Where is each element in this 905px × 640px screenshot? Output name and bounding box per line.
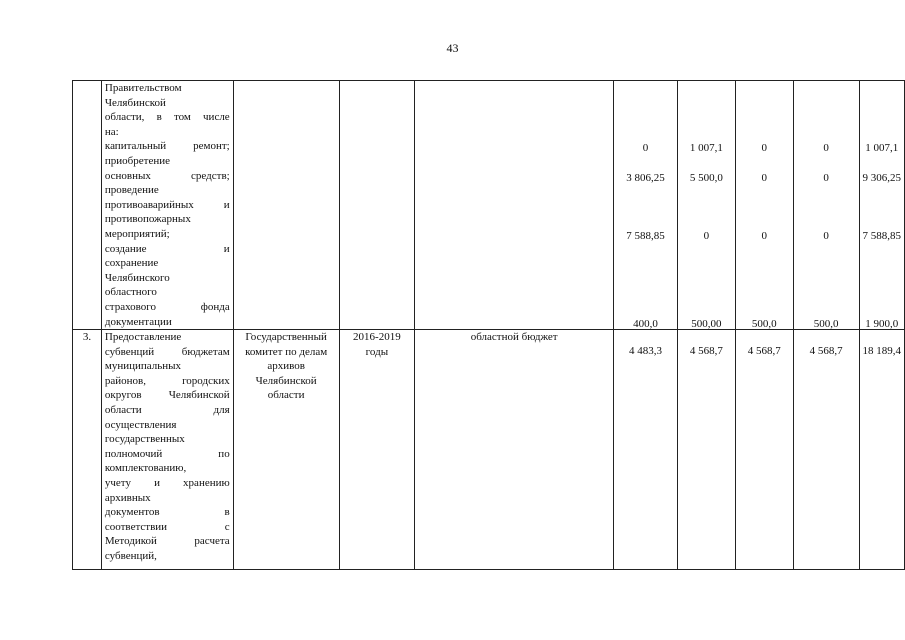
description-line: соответствии с — [104, 520, 230, 533]
description-line: субвенций бюджетам — [104, 345, 230, 358]
description-line: областного — [104, 286, 157, 299]
value-fixed-assets-2017: 5 500,0 — [689, 172, 723, 184]
description-line: архивных — [104, 491, 151, 504]
description-line: противоаварийных и — [104, 198, 230, 211]
description-line: капитальный ремонт; — [104, 140, 230, 153]
value-emergency-2018: 0 — [761, 230, 767, 242]
value-fixed-assets-2016: 3 806,25 — [626, 172, 665, 184]
executor-cell — [233, 81, 339, 330]
value-insurance-fund-2019: 500,0 — [813, 318, 839, 330]
description-line: комплектованию, — [104, 462, 187, 475]
row-number-cell — [73, 81, 102, 330]
value-2017-cell — [677, 81, 735, 330]
page-number: 43 — [446, 41, 459, 55]
description-line: осуществления — [104, 418, 177, 431]
description-line: полномочий по — [104, 447, 230, 460]
description-line: сохранение — [104, 257, 159, 270]
description-cell — [101, 330, 233, 570]
description-line: области, в том числе — [104, 111, 230, 124]
description-line: приобретение — [104, 154, 170, 167]
description-line: Методикой расчета — [104, 535, 230, 548]
table-row-continuation — [73, 81, 905, 330]
value-2017-cell: 4 568,7 — [677, 330, 735, 570]
description-line: учету и хранению — [104, 477, 230, 490]
row-number-cell: 3. — [73, 330, 102, 570]
value-insurance-fund-2016: 400,0 — [633, 318, 658, 330]
description-line: документации — [104, 315, 172, 328]
description-cell — [101, 81, 233, 330]
value-fixed-assets-2019: 0 — [823, 172, 829, 184]
value-emergency-total: 7 588,85 — [862, 230, 901, 242]
description-line: документов в — [104, 506, 230, 519]
value-capital-repair-2018: 0 — [761, 142, 767, 154]
executor-cell: Государственный комитет по делам архивов Челябинской области — [233, 330, 339, 570]
description-line: Правительством — [104, 82, 182, 94]
value-fixed-assets-2018: 0 — [761, 172, 767, 184]
value-emergency-2016: 7 588,85 — [626, 230, 665, 242]
value-emergency-2017: 0 — [703, 230, 710, 242]
value-2018-cell: 4 568,7 — [735, 330, 793, 570]
description-line: Челябинской — [104, 96, 166, 109]
description-line: основных средств; — [104, 169, 230, 182]
value-2016-cell — [614, 81, 678, 330]
value-capital-repair-total: 1 007,1 — [865, 142, 899, 154]
value-2018-cell — [735, 81, 793, 330]
value-fixed-assets-total: 9 306,25 — [862, 172, 901, 184]
value-emergency-2019: 0 — [823, 230, 829, 242]
value-total-cell — [859, 81, 905, 330]
value-total-cell: 18 189,4 — [859, 330, 905, 570]
source-cell — [415, 81, 614, 330]
period-cell: 2016-2019 годы — [339, 330, 415, 570]
description-line: Челябинского — [104, 271, 170, 284]
description-line: мероприятий; — [104, 227, 170, 240]
value-2019-cell: 4 568,7 — [793, 330, 859, 570]
description-line: противопожарных — [104, 213, 191, 226]
value-2016-cell: 4 483,3 — [614, 330, 678, 570]
description-line: муниципальных — [104, 360, 182, 373]
description-line: создание и — [104, 242, 230, 255]
description-line: Предоставление — [104, 331, 182, 344]
value-capital-repair-2017: 1 007,1 — [689, 142, 723, 154]
period-cell — [339, 81, 415, 330]
description-line: округов Челябинской — [104, 389, 230, 402]
table-row-3 — [73, 330, 905, 570]
source-cell: областной бюджет — [415, 330, 614, 570]
value-insurance-fund-total: 1 900,0 — [865, 318, 899, 330]
value-insurance-fund-2017: 500,00 — [691, 318, 722, 330]
value-capital-repair-2016: 0 — [642, 142, 649, 154]
description-line: субвенций, — [104, 550, 157, 562]
description-line: государственных — [104, 433, 185, 446]
description-line: страхового фонда — [104, 300, 230, 313]
description-line: проведение — [104, 184, 159, 197]
description-line: на: — [104, 125, 119, 138]
description-line: районов, городских — [104, 374, 230, 387]
value-2019-cell — [793, 81, 859, 330]
value-capital-repair-2019: 0 — [823, 142, 829, 154]
budget-table — [72, 80, 905, 570]
value-insurance-fund-2018: 500,0 — [751, 318, 777, 330]
description-line: области для — [104, 404, 230, 417]
